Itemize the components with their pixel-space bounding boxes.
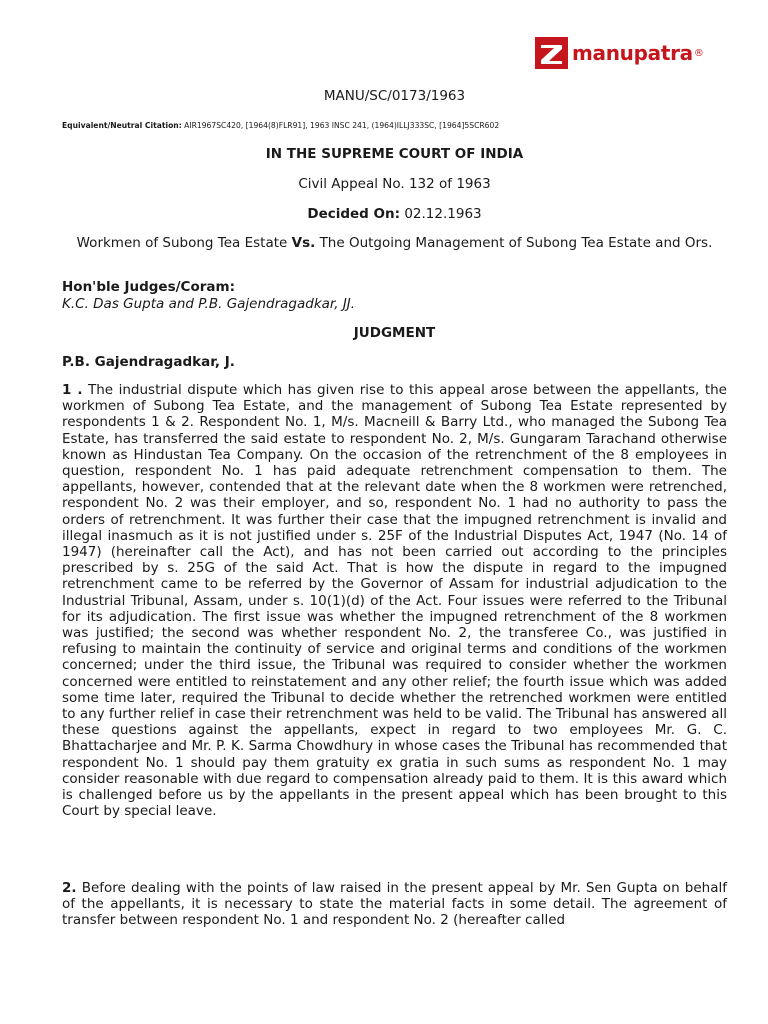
- coram-heading: Hon'ble Judges/Coram:: [62, 279, 235, 295]
- judgment-heading: JUDGMENT: [353, 325, 436, 341]
- equivalent-citation-value: AIR1967SC420, [1964(8)FLR91], 1963 INSC 241, (1964)ILLJ333SC, [1964]5SCR602: [184, 121, 500, 130]
- decided-on: [62, 206, 727, 222]
- petitioner-party: Workmen of Subong Tea Estate: [76, 235, 288, 251]
- equivalent-citation-label: Equivalent/Neutral Citation:: [62, 121, 182, 130]
- logo-registered-mark: ®: [693, 47, 704, 59]
- paragraph-text: The industrial dispute which has given rise to this appeal arose between the appellants, the workmen of Subong Tea Estate, and the management of Subong Tea Estate represented by respondents 1 & 2. Respondent No. 1, M/s. Macneill & Barry Ltd., who managed the Subong Tea Estate, has transferred the said estate to respondent No. 2, M/s. Gungaram Tarachand otherwise known as Hindustan Tea Company. On the occasion of the retrenchment of the 8 employees in question, respondent No. 1 has paid adequate retrenchment compensation to them. The appellants, however, contended that at the relevant date when the 8 workmen were retrenched, respondent No. 2 was their employer, and so, respondent No. 1 had no authority to pass the orders of retrenchment. It was further their case that the impugned retrenchment is invalid and illegal inasmuch as it is not justified under s. 25F of the Industrial Disputes Act, 1947 (No. 14 of 1947) (hereinafter call the Act), and has not been carried out according to the principles prescribed by s. 25G of the said Act. That is how the dispute in regard to the impugned retrenchment came to be referred by the Governor of Assam for industrial adjudication to the Industrial Tribunal, Assam, under s. 10(1)(d) of the Act. Four issues were referred to the Tribunal for its adjudication. The first issue was whether the impugned retrenchment of the 8 workmen was justified; the second was whether respondent No. 2, the transferee Co., was justified in refusing to maintain the continuity of service and original terms and conditions of the workmen concerned; under the third issue, the Tribunal was required to consider whether the workmen concerned were entitled to reinstatement and any other relief; the fourth issue which was added some time later, required the Tribunal to decide whether the retrenched workmen were entitled to any further relief in case their retrenchment was held to be valid. The Tribunal has answered all these questions against the appellants, expect in regard to two employees Mr. G. C. Bhattacharjee and Mr. P. K. Sarma Chowdhury in whose cases the Tribunal has recommended that respondent No. 1 should pay them gratuity ex gratia in such sums as respondent No. 1 may consider reasonable with due regard to compensation already paid to them. It is this award which is challenged before us by the appellants in the present appeal which has been brought to this Court by special leave.: [62, 382, 727, 820]
- decided-on-label: Decided On:: [307, 206, 401, 222]
- judgment-paragraph: [62, 382, 727, 819]
- coram-judges: K.C. Das Gupta and P.B. Gajendragadkar, JJ.: [62, 296, 356, 312]
- manu-citation: MANU/SC/0173/1963: [323, 88, 466, 104]
- judgment-paragraph: [62, 880, 727, 929]
- paragraph-text: Before dealing with the points of law raised in the present appeal by Mr. Sen Gupta on behalf of the appellants, it is necessary to state the material facts in some detail. The agreement of transfer between respondent No. 1 and respondent No. 2 (hereafter called: [62, 880, 727, 929]
- decided-on-date: 02.12.1963: [404, 206, 482, 222]
- paragraph-number: 2.: [62, 880, 77, 896]
- logo-wordmark: manupatra: [572, 41, 693, 65]
- respondent-party: The Outgoing Management of Subong Tea Estate and Ors.: [319, 235, 713, 251]
- appeal-number: Civil Appeal No. 132 of 1963: [298, 176, 491, 192]
- manupatra-logo-icon: [535, 37, 568, 69]
- paragraph-number: 1 .: [62, 382, 83, 398]
- versus-label: Vs.: [291, 235, 316, 251]
- equivalent-citation: [62, 121, 499, 130]
- judgment-author: P.B. Gajendragadkar, J.: [62, 354, 235, 370]
- court-name: IN THE SUPREME COURT OF INDIA: [265, 146, 524, 162]
- manupatra-logo: [535, 36, 704, 70]
- case-parties: [62, 235, 727, 252]
